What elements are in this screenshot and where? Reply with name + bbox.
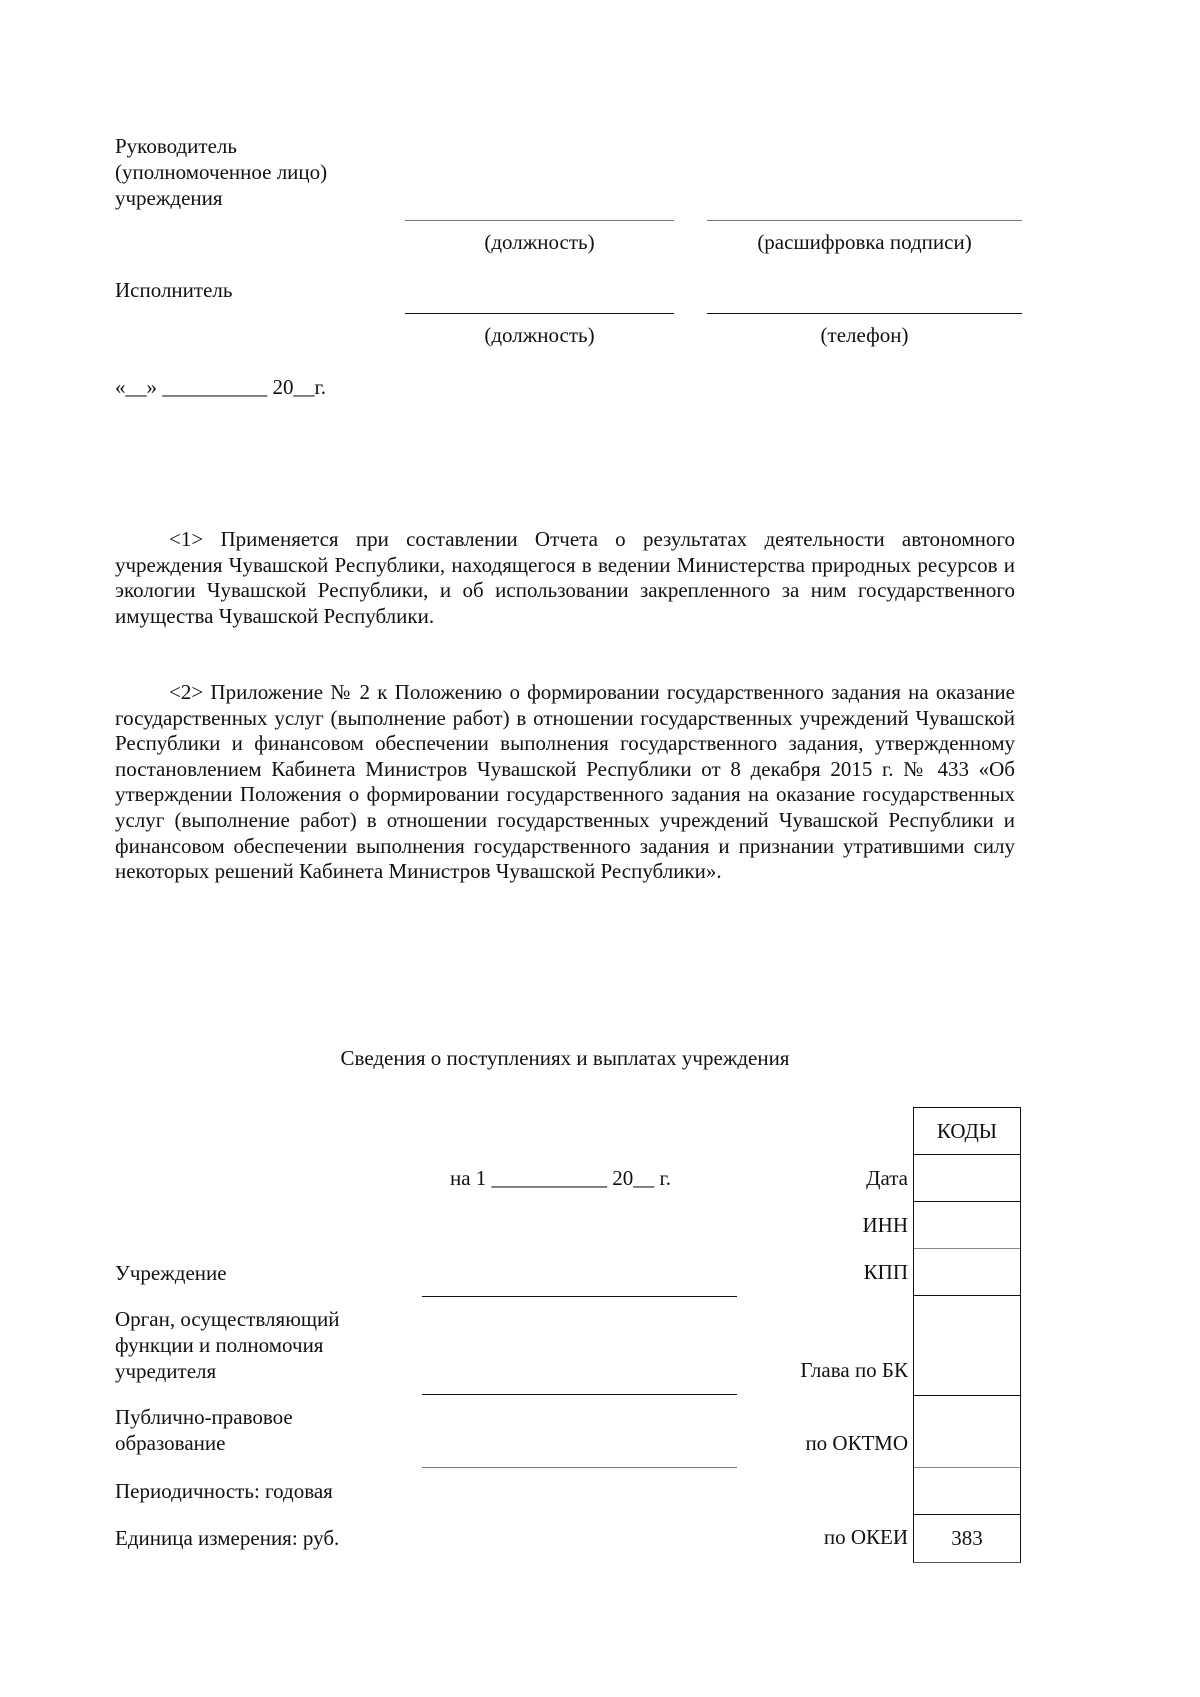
- row-label-budget-chapter: Глава по БК: [800, 1358, 908, 1382]
- periodicity-label: Периодичность: годовая: [115, 1479, 333, 1503]
- code-cell-oktmo[interactable]: [914, 1396, 1020, 1468]
- code-cell-date[interactable]: [914, 1155, 1020, 1202]
- founder-label-line: функции и полномочия: [115, 1333, 324, 1357]
- footnote-2: <2> Приложение № 2 к Положению о формировании государственного задания на оказание государственных услуг (выполнение работ) в отношении государственных учреждений Чувашской Республики и финансовом обеспечении выполнения государственного задания, утвержденному постановлением Кабинета Министров Чувашской Республики от 8 декабря 2015 г. № 433 «Об утверждении Положения о формировании государственного задания на оказание государственных услуг (выполнение работ) в отношении государственных учреждений Чувашской Республики и финансовом обеспечении выполнения государственного задания и признании утратившими силу некоторых решений Кабинета Министров Чувашской Республики».: [115, 680, 1015, 884]
- codes-header: [914, 1108, 1020, 1155]
- row-label-date: Дата: [866, 1166, 908, 1190]
- row-label-okei: по ОКЕИ: [823, 1525, 908, 1549]
- executor-phone-caption: (телефон): [820, 323, 909, 347]
- codes-header-label: КОДЫ: [936, 1118, 998, 1143]
- public-entity-label: [115, 1404, 293, 1456]
- unit-label: Единица измерения: руб.: [115, 1526, 340, 1550]
- public-entity-field[interactable]: [422, 1467, 737, 1468]
- form-title: Сведения о поступлениях и выплатах учреждения: [340, 1046, 790, 1070]
- head-label-line: учреждения: [115, 186, 223, 210]
- executor-phone-field[interactable]: [707, 313, 1022, 314]
- public-entity-label-line: образование: [115, 1431, 226, 1455]
- code-cell-kpp[interactable]: [914, 1249, 1020, 1296]
- head-signature-field[interactable]: [707, 220, 1022, 221]
- row-label-kpp: КПП: [863, 1260, 908, 1284]
- signature-date-line: «__» __________ 20__г.: [115, 375, 326, 399]
- row-label-oktmo: по ОКТМО: [805, 1431, 908, 1455]
- founder-label: [115, 1306, 340, 1384]
- institution-label: Учреждение: [115, 1261, 227, 1285]
- footnote-1: <1> Применяется при составлении Отчета о результатах деятельности автономного учреждения Чувашской Республики, находящегося в ведении Министерства природных ресурсов и экологии Чувашской Республики, и об использовании закрепленного за ним государственного имущества Чувашской Республики.: [115, 527, 1015, 628]
- okei-code-value: 383: [951, 1526, 983, 1550]
- head-position-caption: (должность): [484, 230, 595, 254]
- founder-label-line: Орган, осуществляющий: [115, 1307, 340, 1331]
- head-label-line: (уполномоченное лицо): [115, 160, 328, 184]
- head-position-field[interactable]: [405, 220, 674, 221]
- code-cell-budget-chapter[interactable]: [914, 1296, 1020, 1396]
- code-cell-okei[interactable]: [914, 1515, 1020, 1562]
- institution-field[interactable]: [422, 1296, 737, 1297]
- head-label-line: Руководитель: [115, 134, 237, 158]
- founder-field[interactable]: [422, 1394, 737, 1395]
- executor-position-field[interactable]: [405, 313, 674, 314]
- executor-label: Исполнитель: [115, 278, 233, 302]
- row-label-inn: ИНН: [862, 1213, 908, 1237]
- executor-position-caption: (должность): [484, 323, 595, 347]
- public-entity-label-line: Публично-правовое: [115, 1405, 293, 1429]
- founder-label-line: учредителя: [115, 1359, 217, 1383]
- head-label: [115, 133, 327, 211]
- form-date-line: на 1 ___________ 20__ г.: [450, 1166, 672, 1190]
- code-cell-periodicity[interactable]: [914, 1468, 1020, 1515]
- codes-table: [913, 1107, 1021, 1563]
- code-cell-inn[interactable]: [914, 1202, 1020, 1249]
- head-signature-caption: (расшифровка подписи): [757, 230, 972, 254]
